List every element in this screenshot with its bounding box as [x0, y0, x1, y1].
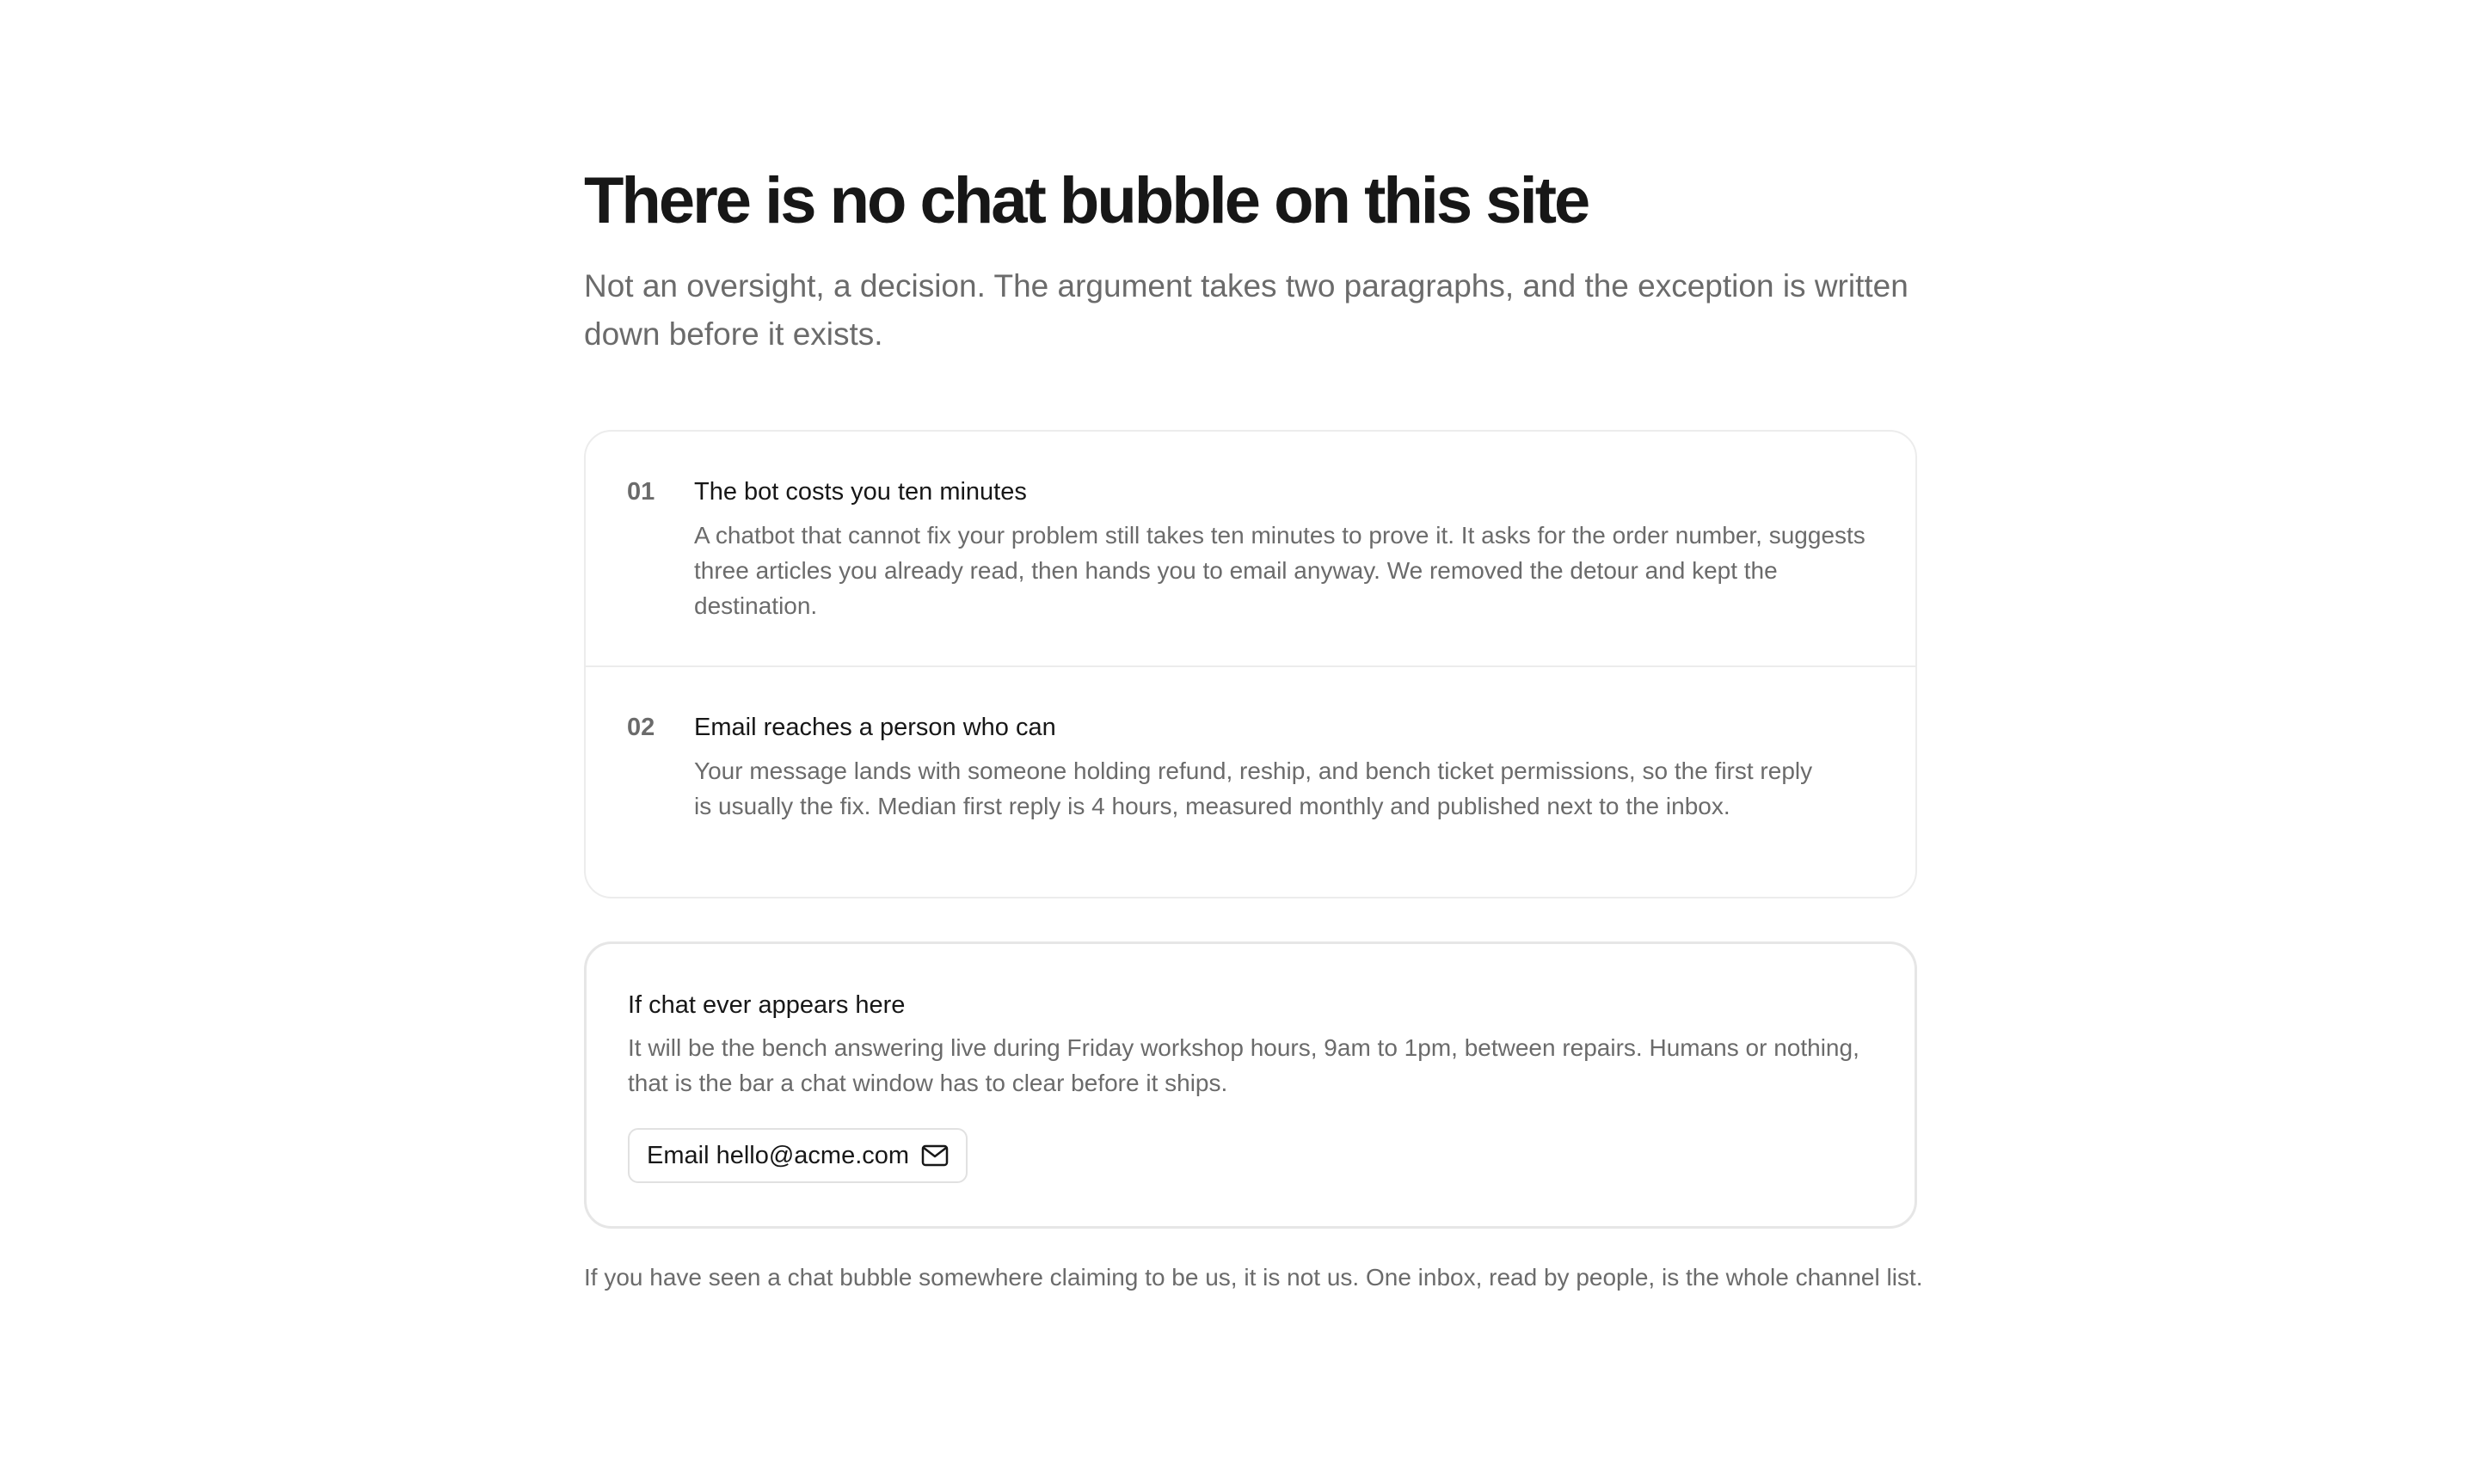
reason-number: 02 [627, 714, 655, 741]
page-subtitle: Not an oversight, a decision. The argument takes two paragraphs, and the exception is written down before it exists. [584, 268, 1908, 352]
reason-item [586, 432, 1915, 665]
footnote: If you have seen a chat bubble somewhere claiming to be us, it is not us. One inbox, read by people, is the whole channel list. [584, 1264, 1923, 1291]
reason-body: Your message lands with someone holding refund, reship, and bench ticket permissions, so the first reply is usually the fix. Median first reply is 4 hours, measured monthly and published next to the inbox. [694, 757, 1813, 819]
page-title: There is no chat bubble on this site [584, 164, 1589, 237]
mail-icon [921, 1144, 949, 1167]
reason-title: The bot costs you ten minutes [694, 478, 1027, 506]
exception-body: It will be the bench answering live during Friday workshop hours, 9am to 1pm, between repairs. Humans or nothing, that is the bar a chat window has to clear before it ships. [628, 1034, 1859, 1096]
reason-title: Email reaches a person who can [694, 714, 1056, 741]
reason-number: 01 [627, 478, 655, 506]
email-button[interactable] [628, 1128, 968, 1183]
exception-card [584, 941, 1917, 1229]
reasons-card [584, 430, 1917, 898]
email-button-label: Email hello@acme.com [647, 1141, 910, 1169]
exception-title: If chat ever appears here [628, 991, 906, 1019]
reason-item [586, 665, 1915, 898]
reason-body: A chatbot that cannot fix your problem still takes ten minutes to prove it. It asks for the order number, suggests three articles you already read, then hands you to email anyway. We removed the detour and kept the destination. [694, 522, 1865, 619]
